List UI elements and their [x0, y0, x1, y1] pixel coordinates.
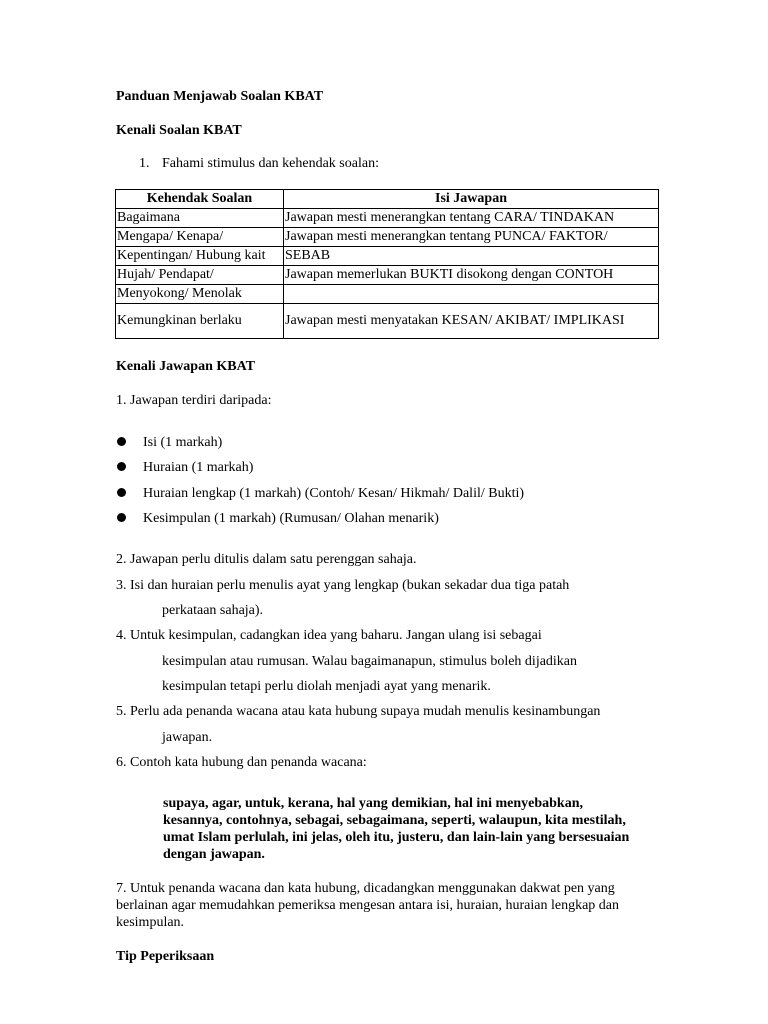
- table-cell: Bagaimana: [116, 209, 284, 228]
- table-cell: Hujah/ Pendapat/: [116, 266, 284, 285]
- point-3-line-2: perkataan sahaja).: [162, 603, 264, 618]
- document-title: Panduan Menjawab Soalan KBAT: [116, 89, 324, 104]
- table-cell: SEBAB: [284, 247, 659, 266]
- table-row: [116, 209, 659, 228]
- point-4-line-2: kesimpulan atau rumusan. Walau bagaimanapun, stimulus boleh dijadikan: [162, 654, 578, 669]
- point-4-line-1: 4. Untuk kesimpulan, cadangkan idea yang baharu. Jangan ulang isi sebagai: [116, 628, 542, 643]
- bullet-icon: [117, 513, 126, 522]
- section-heading-kenali-soalan: Kenali Soalan KBAT: [116, 123, 242, 138]
- bullet-item: Isi (1 markah): [143, 435, 223, 450]
- bullet-icon: [117, 437, 126, 446]
- section-heading-tip-peperiksaan: Tip Peperiksaan: [116, 949, 215, 964]
- table-header-kehendak: Kehendak Soalan: [116, 190, 284, 209]
- point-3-line-1: 3. Isi dan huraian perlu menulis ayat yang lengkap (bukan sekadar dua tiga patah: [116, 578, 570, 593]
- numbered-item-marker: 1.: [139, 156, 150, 171]
- table-cell: [284, 285, 659, 304]
- kehendak-soalan-table: [115, 189, 659, 339]
- section-heading-kenali-jawapan: Kenali Jawapan KBAT: [116, 359, 255, 374]
- bullet-icon: [117, 462, 126, 471]
- table-row: [116, 266, 659, 285]
- point-6: 6. Contoh kata hubung dan penanda wacana:: [116, 755, 367, 770]
- point-5-line-2: jawapan.: [162, 730, 213, 745]
- point-5-line-1: 5. Perlu ada penanda wacana atau kata hubung supaya mudah menulis kesinambungan: [116, 704, 601, 719]
- bullet-item: Huraian (1 markah): [143, 460, 254, 475]
- table-row: [116, 285, 659, 304]
- point-7: 7. Untuk penanda wacana dan kata hubung, dicadangkan menggunakan dakwat pen yang berlainan agar memudahkan pemeriksa mengesan antara isi, huraian, huraian lengkap dan kesimpulan.: [116, 881, 620, 930]
- table-cell: Jawapan mesti menyatakan KESAN/ AKIBAT/ IMPLIKASI: [284, 304, 659, 339]
- table-header-isi: Isi Jawapan: [284, 190, 659, 209]
- connectors-block: supaya, agar, untuk, kerana, hal yang demikian, hal ini menyebabkan, kesannya, contohnya, sebagai, sebagaimana, seperti, walaupun, kita mestilah, umat Islam perlulah, ini jelas, oleh itu, justeru, dan lain-lain yang bersesuaian dengan jawapan.: [163, 796, 630, 862]
- table-cell: Kemungkinan berlaku: [116, 304, 284, 339]
- point-2: 2. Jawapan perlu ditulis dalam satu perenggan sahaja.: [116, 552, 417, 567]
- numbered-item-text: Fahami stimulus dan kehendak soalan:: [162, 156, 379, 171]
- table-header-row: [116, 190, 659, 209]
- table-cell: Jawapan mesti menerangkan tentang PUNCA/ FAKTOR/: [284, 228, 659, 247]
- table-cell: Jawapan mesti menerangkan tentang CARA/ TINDAKAN: [284, 209, 659, 228]
- answer-intro: 1. Jawapan terdiri daripada:: [116, 393, 272, 408]
- table-cell: Menyokong/ Menolak: [116, 285, 284, 304]
- bullet-icon: [117, 488, 126, 497]
- table-row: [116, 247, 659, 266]
- table-cell: Kepentingan/ Hubung kait: [116, 247, 284, 266]
- table-cell: Mengapa/ Kenapa/: [116, 228, 284, 247]
- table-cell: Jawapan memerlukan BUKTI disokong dengan CONTOH: [284, 266, 659, 285]
- table-row: [116, 228, 659, 247]
- bullet-item: Huraian lengkap (1 markah) (Contoh/ Kesan/ Hikmah/ Dalil/ Bukti): [143, 486, 525, 501]
- point-4-line-3: kesimpulan tetapi perlu diolah menjadi ayat yang menarik.: [162, 679, 491, 694]
- table-row: [116, 304, 659, 339]
- bullet-item: Kesimpulan (1 markah) (Rumusan/ Olahan menarik): [143, 511, 439, 526]
